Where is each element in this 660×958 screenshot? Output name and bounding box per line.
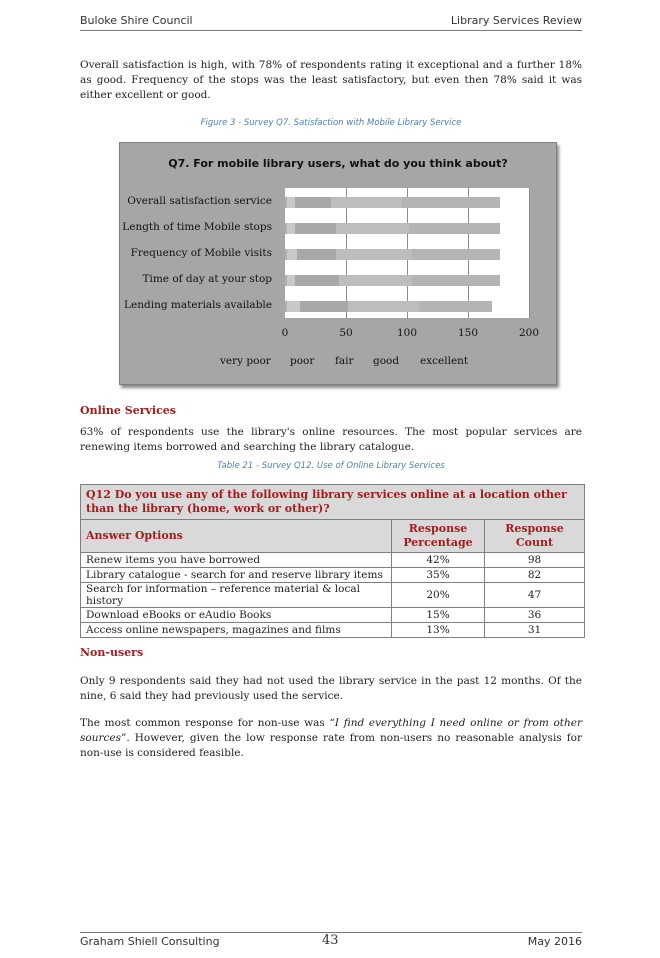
table-row (81, 583, 585, 608)
table-row (81, 623, 585, 638)
bar-segment (295, 223, 336, 234)
cell-option: Search for information – reference material & local history (81, 583, 392, 608)
table-row (81, 608, 585, 623)
cell-count: 82 (485, 568, 585, 583)
non-users-heading: Non-users (80, 646, 144, 659)
x-tick-label: 200 (518, 327, 540, 339)
bar-segment (287, 223, 294, 234)
cell-count: 98 (485, 553, 585, 568)
figure-caption: Figure 3 - Survey Q7. Satisfaction with Mobile Library Service (200, 118, 462, 128)
table-row (81, 553, 585, 568)
page-header (80, 14, 582, 31)
category-label: Lending materials available (124, 299, 272, 311)
legend-entry: poor (290, 355, 315, 367)
chart-plot-area (285, 188, 529, 318)
table-question: Q12 Do you use any of the following library services online at a location other than the library (home, work or other)? (81, 485, 585, 520)
satisfaction-chart (119, 142, 557, 385)
cell-percentage: 15% (392, 608, 485, 623)
online-services-heading: Online Services (80, 404, 176, 417)
header-answer-options: Answer Options (81, 520, 392, 553)
category-label: Time of day at your stop (142, 273, 272, 285)
cell-percentage: 20% (392, 583, 485, 608)
x-tick-label: 0 (281, 327, 289, 339)
intro-paragraph: Overall satisfaction is high, with 78% of respondents rating it exceptional and a further 18% as good. Frequency of the stops was the least satisfactory, but even then 78% said it was either excellent or good. (80, 59, 582, 101)
header-right: Library Services Review (450, 14, 582, 27)
legend-entry: good (373, 355, 400, 367)
page-footer (80, 932, 582, 949)
cell-option: Access online newspapers, magazines and films (81, 623, 392, 638)
bar-segment (300, 301, 349, 312)
online-services-table (80, 484, 585, 638)
bar-segment (402, 197, 500, 208)
cell-count: 47 (485, 583, 585, 608)
category-label: Length of time Mobile stops (122, 221, 272, 233)
header-left: Buloke Shire Council (80, 14, 193, 27)
bar-segment (419, 301, 492, 312)
bar-segment (339, 275, 412, 286)
cell-count: 31 (485, 623, 585, 638)
bar-segment (295, 197, 332, 208)
footer-right: May 2016 (527, 935, 582, 948)
bar-segment (409, 223, 499, 234)
table-caption: Table 21 - Survey Q12. Use of Online Library Services (217, 461, 445, 471)
page-number: 43 (322, 933, 339, 948)
category-label: Frequency of Mobile visits (130, 247, 272, 259)
legend-entry: fair (335, 355, 354, 367)
header-response-percentage: Response Percentage (392, 520, 485, 553)
bar-segment (412, 275, 500, 286)
bar-segment (297, 249, 336, 260)
x-tick-label: 50 (339, 327, 353, 339)
cell-option: Library catalogue - search for and reserve library items (81, 568, 392, 583)
bar-segment (336, 249, 412, 260)
cell-percentage: 35% (392, 568, 485, 583)
cell-count: 36 (485, 608, 585, 623)
x-tick-label: 150 (457, 327, 479, 339)
bar-segment (287, 301, 299, 312)
bar-segment (412, 249, 500, 260)
bar-segment (331, 197, 402, 208)
bar-segment (287, 249, 297, 260)
table-row (81, 568, 585, 583)
bar-segment (336, 223, 409, 234)
cell-percentage: 13% (392, 623, 485, 638)
non-users-text-start: The most common response for non-use was “ (80, 717, 335, 729)
bar-segment (287, 275, 294, 286)
bar-segment (348, 301, 419, 312)
non-users-text-end: ”. However, given the low response rate from non-users no reasonable analysis for non-use is considered feasible. (80, 732, 582, 759)
cell-percentage: 42% (392, 553, 485, 568)
header-response-count: Response Count (485, 520, 585, 553)
x-tick-label: 100 (396, 327, 418, 339)
online-services-paragraph: 63% of respondents use the library's online resources. The most popular services are renewing items borrowed and searching the library catalogue. (80, 426, 582, 453)
bar-segment (295, 275, 339, 286)
non-users-paragraph-1: Only 9 respondents said they had not used the library service in the past 12 months. Of the nine, 6 said they had previously used the service. (80, 675, 582, 702)
footer-left: Graham Shiell Consulting (80, 935, 220, 948)
non-users-quote: I find everything I need online or from other sources (80, 717, 583, 744)
non-users-paragraph-2 (80, 716, 582, 761)
cell-option: Download eBooks or eAudio Books (81, 608, 392, 623)
gridline (529, 188, 530, 318)
category-label: Overall satisfaction service (127, 195, 272, 207)
legend-entry: excellent (420, 355, 469, 367)
legend-entry: very poor (220, 355, 271, 367)
bar-segment (287, 197, 294, 208)
cell-option: Renew items you have borrowed (81, 553, 392, 568)
chart-title: Q7. For mobile library users, what do you think about? (168, 157, 508, 170)
